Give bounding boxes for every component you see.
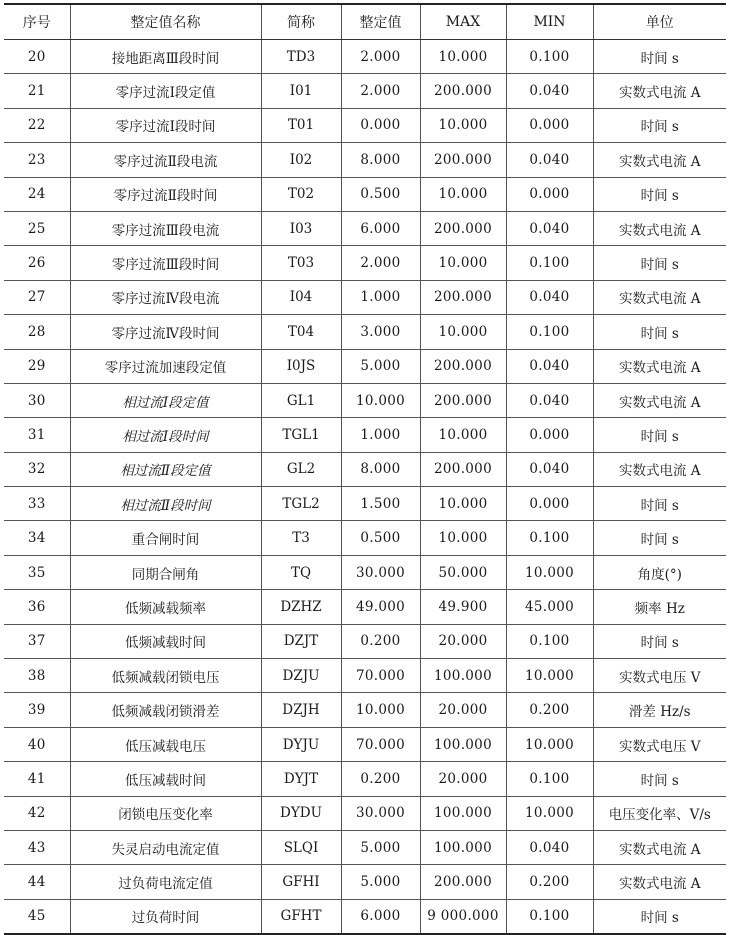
cell-min: 0.040 xyxy=(506,211,593,245)
cell-abbr: T3 xyxy=(261,521,341,555)
cell-abbr: I0JS xyxy=(261,349,341,383)
cell-abbr: TGL1 xyxy=(261,418,341,452)
table-row xyxy=(4,659,726,693)
cell-value: 8.000 xyxy=(341,452,420,486)
cell-abbr: T02 xyxy=(261,177,341,211)
cell-no: 35 xyxy=(4,555,70,589)
cell-abbr: T04 xyxy=(261,315,341,349)
cell-value: 0.000 xyxy=(341,108,420,142)
cell-abbr: T03 xyxy=(261,246,341,280)
cell-unit: 时间 s xyxy=(593,40,726,74)
cell-value: 0.200 xyxy=(341,762,420,796)
cell-name: 相过流Ⅱ段定值 xyxy=(70,452,261,486)
cell-abbr: SLQI xyxy=(261,830,341,864)
table-row xyxy=(4,830,726,864)
table-row xyxy=(4,40,726,74)
cell-abbr: DYJU xyxy=(261,727,341,761)
cell-min: 0.040 xyxy=(506,349,593,383)
table-row xyxy=(4,452,726,486)
header-unit: 单位 xyxy=(593,4,726,40)
cell-max: 10.000 xyxy=(420,177,506,211)
table-row xyxy=(4,143,726,177)
cell-min: 0.040 xyxy=(506,143,593,177)
cell-value: 10.000 xyxy=(341,383,420,417)
cell-min: 0.100 xyxy=(506,762,593,796)
cell-no: 28 xyxy=(4,315,70,349)
table-row xyxy=(4,418,726,452)
settings-table xyxy=(4,3,726,935)
table-row xyxy=(4,487,726,521)
cell-name: 零序过流Ⅳ段电流 xyxy=(70,280,261,314)
cell-unit: 频率 Hz xyxy=(593,590,726,624)
cell-unit: 实数式电流 A xyxy=(593,383,726,417)
cell-min: 0.200 xyxy=(506,865,593,899)
cell-max: 200.000 xyxy=(420,74,506,108)
cell-no: 26 xyxy=(4,246,70,280)
cell-min: 10.000 xyxy=(506,659,593,693)
cell-max: 100.000 xyxy=(420,830,506,864)
cell-abbr: GL1 xyxy=(261,383,341,417)
cell-no: 23 xyxy=(4,143,70,177)
cell-unit: 实数式电流 A xyxy=(593,865,726,899)
cell-name: 接地距离Ⅲ段时间 xyxy=(70,40,261,74)
cell-no: 29 xyxy=(4,349,70,383)
cell-abbr: DZJU xyxy=(261,659,341,693)
cell-unit: 实数式电流 A xyxy=(593,830,726,864)
table-row xyxy=(4,315,726,349)
cell-abbr: I01 xyxy=(261,74,341,108)
table-row xyxy=(4,899,726,934)
cell-unit: 实数式电流 A xyxy=(593,349,726,383)
cell-value: 1.000 xyxy=(341,418,420,452)
cell-name: 零序过流Ⅲ段时间 xyxy=(70,246,261,280)
cell-value: 5.000 xyxy=(341,349,420,383)
cell-abbr: DZHZ xyxy=(261,590,341,624)
cell-abbr: I02 xyxy=(261,143,341,177)
cell-name: 低压减载电压 xyxy=(70,727,261,761)
cell-min: 0.200 xyxy=(506,693,593,727)
cell-abbr: GFHI xyxy=(261,865,341,899)
cell-no: 27 xyxy=(4,280,70,314)
cell-value: 49.000 xyxy=(341,590,420,624)
cell-name: 同期合闸角 xyxy=(70,555,261,589)
cell-no: 40 xyxy=(4,727,70,761)
table-row xyxy=(4,521,726,555)
table-row xyxy=(4,762,726,796)
cell-name: 低压减载时间 xyxy=(70,762,261,796)
cell-min: 0.040 xyxy=(506,280,593,314)
cell-name: 低频减载闭锁滑差 xyxy=(70,693,261,727)
cell-unit: 时间 s xyxy=(593,177,726,211)
cell-unit: 时间 s xyxy=(593,418,726,452)
cell-min: 0.100 xyxy=(506,40,593,74)
cell-min: 0.040 xyxy=(506,452,593,486)
cell-value: 1.500 xyxy=(341,487,420,521)
cell-max: 10.000 xyxy=(420,487,506,521)
cell-name: 失灵启动电流定值 xyxy=(70,830,261,864)
cell-name: 零序过流Ⅲ段电流 xyxy=(70,211,261,245)
cell-unit: 实数式电流 A xyxy=(593,452,726,486)
header-value: 整定值 xyxy=(341,4,420,40)
cell-no: 45 xyxy=(4,899,70,934)
cell-min: 0.100 xyxy=(506,315,593,349)
cell-max: 10.000 xyxy=(420,108,506,142)
cell-max: 49.900 xyxy=(420,590,506,624)
cell-max: 100.000 xyxy=(420,796,506,830)
cell-abbr: TQ xyxy=(261,555,341,589)
cell-value: 0.500 xyxy=(341,177,420,211)
cell-abbr: DYJT xyxy=(261,762,341,796)
cell-no: 34 xyxy=(4,521,70,555)
cell-unit: 时间 s xyxy=(593,624,726,658)
cell-min: 0.000 xyxy=(506,108,593,142)
cell-no: 24 xyxy=(4,177,70,211)
cell-name: 重合闸时间 xyxy=(70,521,261,555)
cell-min: 0.100 xyxy=(506,624,593,658)
header-row xyxy=(4,4,726,40)
cell-max: 10.000 xyxy=(420,521,506,555)
cell-max: 200.000 xyxy=(420,865,506,899)
cell-value: 2.000 xyxy=(341,40,420,74)
cell-max: 200.000 xyxy=(420,349,506,383)
cell-abbr: DZJT xyxy=(261,624,341,658)
cell-name: 相过流Ⅰ段定值 xyxy=(70,383,261,417)
cell-abbr: TGL2 xyxy=(261,487,341,521)
cell-unit: 实数式电流 A xyxy=(593,211,726,245)
cell-unit: 时间 s xyxy=(593,315,726,349)
cell-name: 过负荷时间 xyxy=(70,899,261,934)
cell-min: 0.040 xyxy=(506,74,593,108)
cell-max: 9 000.000 xyxy=(420,899,506,934)
cell-no: 25 xyxy=(4,211,70,245)
cell-value: 0.200 xyxy=(341,624,420,658)
cell-unit: 时间 s xyxy=(593,762,726,796)
cell-max: 100.000 xyxy=(420,659,506,693)
cell-max: 100.000 xyxy=(420,727,506,761)
table-row xyxy=(4,555,726,589)
table-header xyxy=(4,4,726,40)
cell-value: 30.000 xyxy=(341,555,420,589)
cell-unit: 时间 s xyxy=(593,487,726,521)
cell-value: 5.000 xyxy=(341,830,420,864)
cell-value: 30.000 xyxy=(341,796,420,830)
cell-no: 30 xyxy=(4,383,70,417)
cell-value: 6.000 xyxy=(341,899,420,934)
cell-name: 过负荷电流定值 xyxy=(70,865,261,899)
cell-unit: 实数式电流 A xyxy=(593,280,726,314)
cell-no: 22 xyxy=(4,108,70,142)
cell-min: 10.000 xyxy=(506,796,593,830)
table-row xyxy=(4,177,726,211)
header-name: 整定值名称 xyxy=(70,4,261,40)
cell-value: 2.000 xyxy=(341,74,420,108)
cell-abbr: GFHT xyxy=(261,899,341,934)
table-row xyxy=(4,280,726,314)
table-row xyxy=(4,590,726,624)
table-row xyxy=(4,246,726,280)
cell-unit: 电压变化率、V/s xyxy=(593,796,726,830)
cell-name: 相过流Ⅱ段时间 xyxy=(70,487,261,521)
cell-abbr: DZJH xyxy=(261,693,341,727)
cell-name: 相过流Ⅰ段时间 xyxy=(70,418,261,452)
table-row xyxy=(4,108,726,142)
cell-no: 39 xyxy=(4,693,70,727)
cell-name: 闭锁电压变化率 xyxy=(70,796,261,830)
cell-name: 零序过流Ⅰ段定值 xyxy=(70,74,261,108)
cell-min: 0.000 xyxy=(506,177,593,211)
cell-abbr: I03 xyxy=(261,211,341,245)
table-row xyxy=(4,349,726,383)
cell-unit: 角度(°) xyxy=(593,555,726,589)
cell-min: 0.100 xyxy=(506,899,593,934)
table-row xyxy=(4,383,726,417)
cell-max: 200.000 xyxy=(420,452,506,486)
cell-value: 6.000 xyxy=(341,211,420,245)
table-row xyxy=(4,211,726,245)
cell-max: 10.000 xyxy=(420,315,506,349)
cell-unit: 时间 s xyxy=(593,108,726,142)
cell-value: 2.000 xyxy=(341,246,420,280)
cell-abbr: GL2 xyxy=(261,452,341,486)
cell-unit: 实数式电压 V xyxy=(593,727,726,761)
cell-no: 31 xyxy=(4,418,70,452)
cell-name: 零序过流Ⅰ段时间 xyxy=(70,108,261,142)
cell-no: 37 xyxy=(4,624,70,658)
cell-max: 20.000 xyxy=(420,693,506,727)
cell-max: 10.000 xyxy=(420,40,506,74)
cell-no: 44 xyxy=(4,865,70,899)
cell-min: 0.040 xyxy=(506,383,593,417)
table-row xyxy=(4,796,726,830)
cell-unit: 时间 s xyxy=(593,246,726,280)
cell-value: 10.000 xyxy=(341,693,420,727)
cell-name: 零序过流Ⅱ段时间 xyxy=(70,177,261,211)
header-no: 序号 xyxy=(4,4,70,40)
cell-max: 10.000 xyxy=(420,246,506,280)
cell-min: 0.100 xyxy=(506,246,593,280)
cell-max: 10.000 xyxy=(420,418,506,452)
header-min: MIN xyxy=(506,4,593,40)
cell-no: 21 xyxy=(4,74,70,108)
table-body xyxy=(4,40,726,935)
cell-min: 10.000 xyxy=(506,555,593,589)
cell-name: 零序过流Ⅱ段电流 xyxy=(70,143,261,177)
cell-name: 零序过流加速段定值 xyxy=(70,349,261,383)
table-row xyxy=(4,865,726,899)
cell-unit: 实数式电压 V xyxy=(593,659,726,693)
cell-unit: 时间 s xyxy=(593,899,726,934)
cell-name: 低频减载频率 xyxy=(70,590,261,624)
table-row xyxy=(4,693,726,727)
cell-max: 200.000 xyxy=(420,383,506,417)
table-row xyxy=(4,727,726,761)
cell-value: 0.500 xyxy=(341,521,420,555)
cell-unit: 时间 s xyxy=(593,521,726,555)
cell-no: 42 xyxy=(4,796,70,830)
cell-min: 0.040 xyxy=(506,830,593,864)
cell-abbr: T01 xyxy=(261,108,341,142)
cell-no: 33 xyxy=(4,487,70,521)
cell-abbr: DYDU xyxy=(261,796,341,830)
cell-name: 低频减载时间 xyxy=(70,624,261,658)
cell-no: 43 xyxy=(4,830,70,864)
cell-name: 低频减载闭锁电压 xyxy=(70,659,261,693)
cell-unit: 实数式电流 A xyxy=(593,74,726,108)
cell-max: 20.000 xyxy=(420,624,506,658)
cell-max: 200.000 xyxy=(420,211,506,245)
header-abbr: 简称 xyxy=(261,4,341,40)
cell-min: 0.000 xyxy=(506,418,593,452)
cell-no: 36 xyxy=(4,590,70,624)
cell-max: 200.000 xyxy=(420,280,506,314)
cell-no: 32 xyxy=(4,452,70,486)
table-row xyxy=(4,624,726,658)
cell-max: 50.000 xyxy=(420,555,506,589)
cell-min: 45.000 xyxy=(506,590,593,624)
cell-value: 70.000 xyxy=(341,659,420,693)
cell-max: 200.000 xyxy=(420,143,506,177)
cell-abbr: I04 xyxy=(261,280,341,314)
cell-min: 10.000 xyxy=(506,727,593,761)
cell-min: 0.000 xyxy=(506,487,593,521)
cell-name: 零序过流Ⅳ段时间 xyxy=(70,315,261,349)
cell-value: 8.000 xyxy=(341,143,420,177)
cell-unit: 滑差 Hz/s xyxy=(593,693,726,727)
cell-abbr: TD3 xyxy=(261,40,341,74)
cell-value: 3.000 xyxy=(341,315,420,349)
cell-value: 1.000 xyxy=(341,280,420,314)
cell-max: 20.000 xyxy=(420,762,506,796)
cell-unit: 实数式电流 A xyxy=(593,143,726,177)
cell-no: 41 xyxy=(4,762,70,796)
table-row xyxy=(4,74,726,108)
cell-value: 70.000 xyxy=(341,727,420,761)
cell-min: 0.100 xyxy=(506,521,593,555)
cell-value: 5.000 xyxy=(341,865,420,899)
header-max: MAX xyxy=(420,4,506,40)
cell-no: 38 xyxy=(4,659,70,693)
cell-no: 20 xyxy=(4,40,70,74)
